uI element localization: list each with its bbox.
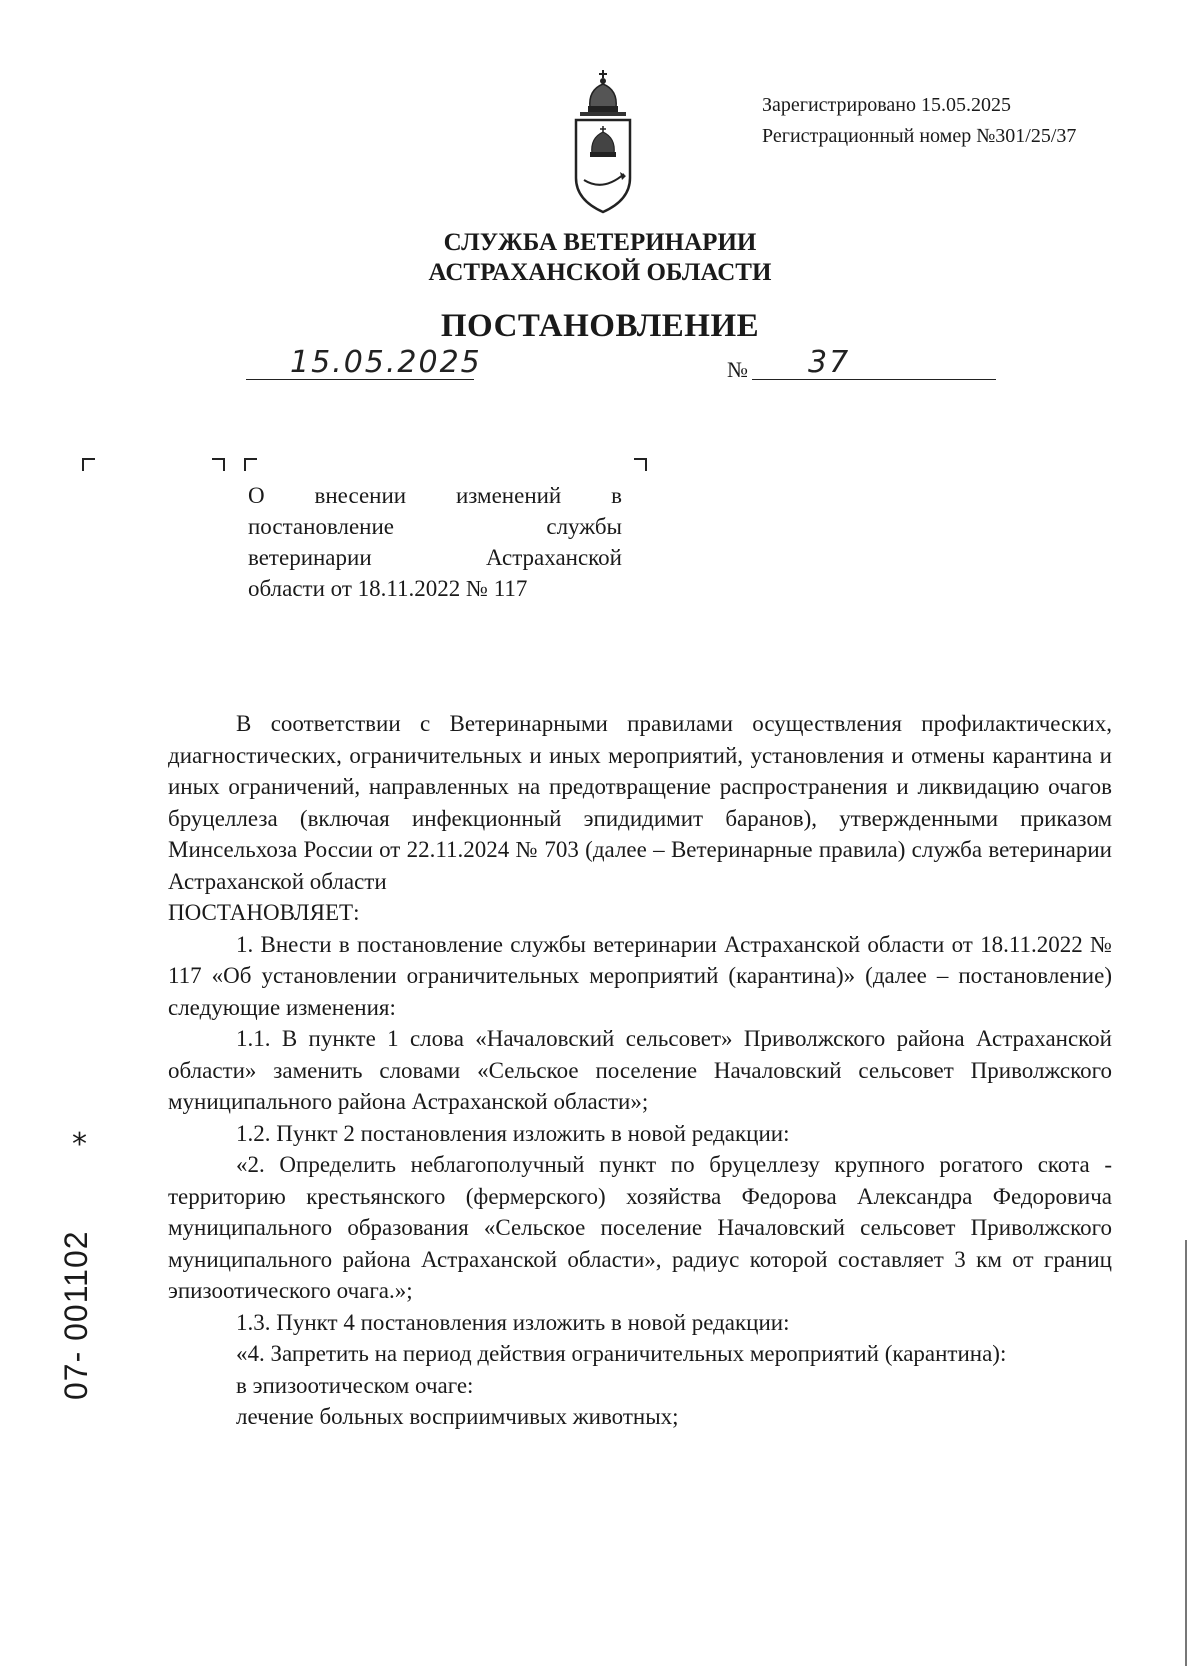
number-field [752,345,996,380]
item-1-3-text-paragraph: «4. Запретить на период действия ограничительных мероприятий (карантина): [236,1341,1007,1366]
date-field [246,345,482,380]
left-corner-mark [82,458,95,471]
scan-edge-line [1185,1240,1187,1666]
side-registration-number: 07- 001102 [58,1230,94,1400]
subject-line: области от 18.11.2022 № 117 [248,576,528,601]
subject-line: О внесении изменений в [248,483,622,508]
preamble-paragraph: В соответствии с Ветеринарными правилами осуществления профилактических, диагностических, ограничительных и иных мероприятий, установления и отмены карантина и иных ограничений, направленных на предотвращение распространения и ликвидацию очагов бруцеллеза (включая инфекционный эпидидимит баранов), утвержденными приказом Минсельхоза России от 22.11.2024 № 703 (далее – Ветеринарные правила) служба ветеринарии Астраханской области [168,711,1112,894]
handwritten-number: 37 [808,345,851,380]
document-type-title: ПОСТАНОВЛЕНИЕ [440,308,760,344]
coat-of-arms-emblem [566,68,640,216]
registration-block [762,90,1162,152]
document-subject [248,480,622,604]
item-1-paragraph: 1. Внести в постановление службы ветеринарии Астраханской области от 18.11.2022 № 117 «Об установлении ограничительных мероприятий (карантина)» (далее – постановление) следующие изменения: [168,931,1112,1020]
subject-line: ветеринарии Астраханской [248,545,622,570]
item-1-3-paragraph: 1.3. Пункт 4 постановления изложить в новой редакции: [236,1309,790,1335]
number-label: № [727,357,748,382]
item-1-2-paragraph: 1.2. Пункт 2 постановления изложить в новой редакции: [236,1120,790,1146]
organization-line-1: СЛУЖБА ВЕТЕРИНАРИИ [443,229,757,256]
subject-corner-start [244,458,257,471]
subject-line: постановление службы [248,514,622,539]
decree-word: ПОСТАНОВЛЯЕТ: [168,900,360,925]
subject-corner-end [634,458,647,471]
side-star-mark: * [72,1127,87,1162]
organization-line-2: АСТРАХАНСКОЙ ОБЛАСТИ [428,259,772,286]
organization-name [330,228,870,288]
left-corner-mark-end [212,458,225,471]
focus-heading: в эпизоотическом очаге: [236,1372,474,1398]
document-body [168,708,1112,1433]
item-1-1-paragraph: 1.1. В пункте 1 слова «Началовский сельсовет» Приволжского района Астраханской области» заменить словами «Сельское поселение Началовский сельсовет Приволжского муниципального района Астраханской области»; [168,1026,1112,1114]
item-1-2-text-paragraph: «2. Определить неблагополучный пункт по бруцеллезу крупного рогатого скота - территорию крестьянского (фермерского) хозяйства Федорова Александра Федоровича муниципального образования «Сельское поселение Началовский сельсовет Приволжского муниципального района Астраханской области», радиус которой составляет 3 км от границ эпизоотического очага.»; [168,1152,1112,1303]
registration-date: Зарегистрировано 15.05.2025 [762,94,1012,116]
focus-item: лечение больных восприимчивых животных; [236,1404,679,1429]
registration-number: Регистрационный номер №301/25/37 [762,125,1077,147]
handwritten-date: 15.05.2025 [290,345,482,380]
